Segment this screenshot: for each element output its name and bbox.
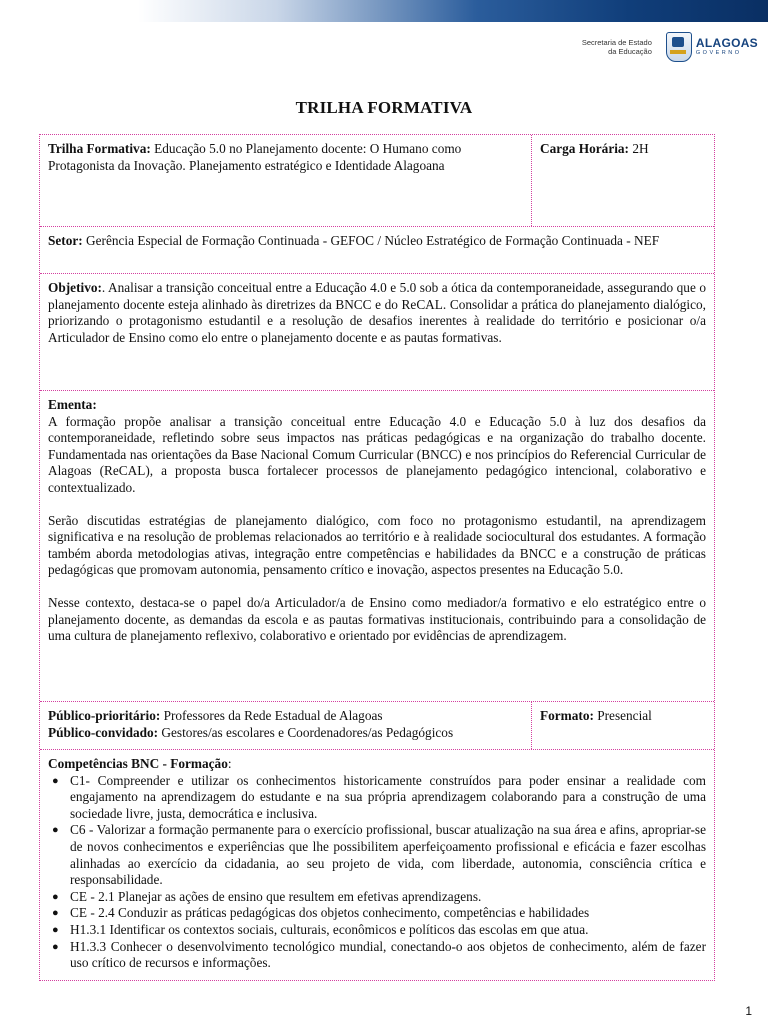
competencias-list xyxy=(48,773,706,972)
publico-convidado-label: Público-convidado: xyxy=(48,724,159,740)
secretaria-line-1: Secretaria de Estado xyxy=(581,38,652,47)
trilha-value: Educação 5.0 no Planejamento docente: O Humano como Protagonista da Inovação. Planejamento estratégico e Identidade Alagoana xyxy=(48,141,462,173)
logo-name: ALAGOAS xyxy=(695,36,758,50)
setor-value: Gerência Especial de Formação Continuada - GEFOC / Núcleo Estratégico de Formação Continuada - NEF xyxy=(82,233,660,248)
ementa-paragraph-1: A formação propõe analisar a transição conceitual entre Educação 4.0 e Educação 5.0 à luz dos desafios da contemporaneidade, refletindo sobre seus impactos nas práticas pedagógicas e na organização do trabalho docente. Fundamentada nas orientações da Base Nacional Comum Curricular (BNCC) e nos princípios do Referencial Curricular de Alagoas (ReCAL), a proposta busca fortalecer processos de planejamento pedagógico intencional, colaborativo e contextualizado. xyxy=(48,413,706,495)
cell-competencias xyxy=(40,750,714,980)
setor-label: Setor: xyxy=(48,233,83,248)
publico-convidado-value: Gestores/as escolares e Coordenadores/as Pedagógicos xyxy=(158,724,454,740)
competencias-label: Competências BNC - Formação xyxy=(48,756,228,771)
competencia-item: ● H1.3.3 Conhecer o desenvolvimento tecnológico mundial, conectando-o aos objetos de conhecimento, além de fazer uso crítico de recursos e informações. xyxy=(70,939,706,972)
page-number: 1 xyxy=(745,1004,752,1018)
row-setor xyxy=(40,226,714,273)
carga-value: 2H xyxy=(629,141,649,156)
ementa-label: Ementa: xyxy=(48,397,97,412)
logo-subtitle: GOVERNO xyxy=(695,50,742,56)
cell-objetivo xyxy=(40,274,714,390)
form-table xyxy=(39,134,715,981)
cell-trilha xyxy=(40,135,531,226)
competencia-item: ● H1.3.1 Identificar os contextos sociais, culturais, econômicos e políticos das escolas em que atua. xyxy=(70,922,706,939)
carga-label: Carga Horária: xyxy=(540,141,629,156)
row-trilha xyxy=(40,135,714,226)
alagoas-logo xyxy=(666,32,758,62)
secretaria-label xyxy=(582,38,652,56)
state-crest-icon xyxy=(666,32,692,62)
cell-ementa xyxy=(40,391,714,701)
objetivo-value: . Analisar a transição conceitual entre a Educação 4.0 e 5.0 sob a ótica da contemporaneidade, assegurando que o planejamento docente esteja alinhado às diretrizes da BNCC e do ReCAL. Consolidar a prática do planejamento dialógico, priorizando o protagonismo estudantil e a resolução de desafios inerentes à realidade do território e posicionar o/a Articulador de Ensino como elo entre o planejamento docente e as pautas formativas. xyxy=(48,280,706,345)
publico-prioritario-label: Público-prioritário: xyxy=(48,708,161,723)
competencia-item: ● CE - 2.1 Planejar as ações de ensino que resultem em efetivas aprendizagens. xyxy=(70,889,706,906)
secretaria-line-2: da Educação xyxy=(608,47,652,56)
competencia-item: ● C6 - Valorizar a formação permanente para o exercício profissional, buscar atualização na sua área e afins, apropriar-se de novos conhecimentos e experiências que lhe possibilitem aperfeiçoamento profissional e eficácia e fazer escolhas alinhadas ao exercício da cidadania, ao seu projeto de vida, com liberdade, autonomia, consciência crítica e responsabilidade. xyxy=(70,822,706,888)
trilha-label: Trilha Formativa: xyxy=(48,141,151,156)
row-competencias xyxy=(40,749,714,980)
cell-setor xyxy=(40,227,714,273)
row-ementa xyxy=(40,390,714,701)
competencias-colon: : xyxy=(227,756,232,771)
row-publico xyxy=(40,701,714,749)
publico-prioritario-value: Professores da Rede Estadual de Alagoas xyxy=(160,708,383,723)
competencia-item: ● C1- Compreender e utilizar os conhecimentos historicamente construídos para poder ensinar a realidade com engajamento na aprendizagem do estudante e na sua própria aprendizagem colaborando para a construção de uma sociedade livre, justa, democrática e inclusiva. xyxy=(70,773,706,823)
ementa-paragraph-2: Serão discutidas estratégias de planejamento dialógico, com foco no protagonismo estudantil, na aprendizagem significativa e na resolução de problemas relacionados ao território e à realidade sociocultural dos estudantes. A formação também aborda metodologias ativas, integração entre competências e habilidades da BNCC e a construção de práticas pedagógicas que promovam autonomia, pensamento crítico e inovação, aspectos presentes na Educação 5.0. xyxy=(48,512,706,578)
header-logos xyxy=(582,30,758,64)
ementa-paragraph-3: Nesse contexto, destaca-se o papel do/a Articulador/a de Ensino como mediador/a formativo e elo estratégico entre o planejamento docente, as demandas da escola e as pautas formativas institucionais, contribuindo para a consolidação de uma cultura de planejamento reflexivo, colaborativo e orientado por evidências de aprendizagem. xyxy=(48,594,706,644)
formato-label: Formato: xyxy=(540,708,594,723)
cell-publico xyxy=(40,702,531,749)
objetivo-label: Objetivo: xyxy=(48,280,102,295)
cell-formato xyxy=(531,702,714,749)
competencia-item: ● CE - 2.4 Conduzir as práticas pedagógicas dos objetos conhecimento, competências e habilidades xyxy=(70,905,706,922)
document-title: TRILHA FORMATIVA xyxy=(295,98,473,117)
row-objetivo xyxy=(40,273,714,390)
cell-carga-horaria xyxy=(531,135,714,226)
header-banner xyxy=(0,0,768,22)
formato-value: Presencial xyxy=(593,708,652,723)
